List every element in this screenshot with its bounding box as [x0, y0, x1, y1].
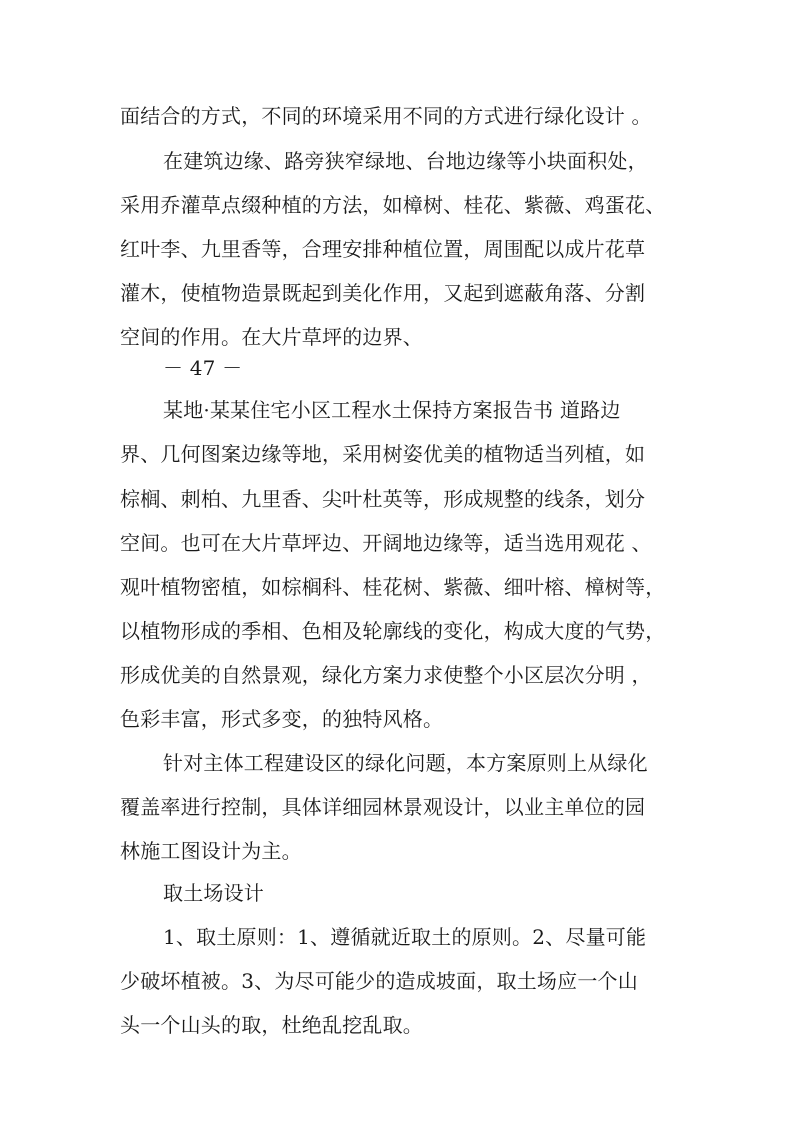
paragraph-line: 灌木，使植物造景既起到美化作用，又起到遮蔽角落、分割 [120, 281, 646, 305]
page-number: － 47 － [163, 356, 243, 380]
paragraph-line: 棕榈、刺柏、九里香、尖叶杜英等，形成规整的线条，划分 [120, 487, 646, 511]
paragraph-line: 少破坏植被。3、为尽可能少的造成坡面，取土场应一个山 [120, 969, 638, 993]
paragraph-line: 空间。也可在大片草坪边、开阔地边缘等，适当选用观花 、 [120, 531, 652, 555]
paragraph-line: 空间的作用。在大片草坪的边界、 [120, 325, 423, 349]
paragraph-line: 头一个山头的取，杜绝乱挖乱取。 [120, 1013, 423, 1037]
paragraph-line: 形成优美的自然景观，绿化方案力求使整个小区层次分明 ， [120, 663, 652, 687]
paragraph-line: 针对主体工程建设区的绿化问题，本方案原则上从绿化 [163, 751, 648, 775]
paragraph-line: 界、几何图案边缘等地，采用树姿优美的植物适当列植，如 [120, 442, 646, 466]
paragraph-line: 观叶植物密植，如棕榈科、桂花树、紫薇、细叶榕、樟树等， [120, 575, 666, 599]
paragraph-line: 面结合的方式，不同的环境采用不同的方式进行绿化设计 。 [120, 104, 652, 128]
header-line: 某地·某某住宅小区工程水土保持方案报告书 道路边 [163, 398, 621, 422]
paragraph-line: 1、取土原则：1、遵循就近取土的原则。2、尽量可能 [163, 925, 647, 949]
paragraph-line: 在建筑边缘、路旁狭窄绿地、台地边缘等小块面积处， [163, 149, 648, 173]
paragraph-line: 覆盖率进行控制，具体详细园林景观设计，以业主单位的园 [120, 795, 646, 819]
paragraph-line: 色彩丰富，形式多变，的独特风格。 [120, 707, 444, 731]
paragraph-line: 红叶李、九里香等，合理安排种植位置，周围配以成片花草 [120, 237, 646, 261]
paragraph-line: 以植物形成的季相、色相及轮廓线的变化，构成大度的气势， [120, 619, 666, 643]
paragraph-line: 林施工图设计为主。 [120, 839, 302, 863]
paragraph-line: 采用乔灌草点缀种植的方法，如樟树、桂花、紫薇、鸡蛋花、 [120, 193, 666, 217]
section-heading: 取土场设计 [163, 881, 264, 905]
